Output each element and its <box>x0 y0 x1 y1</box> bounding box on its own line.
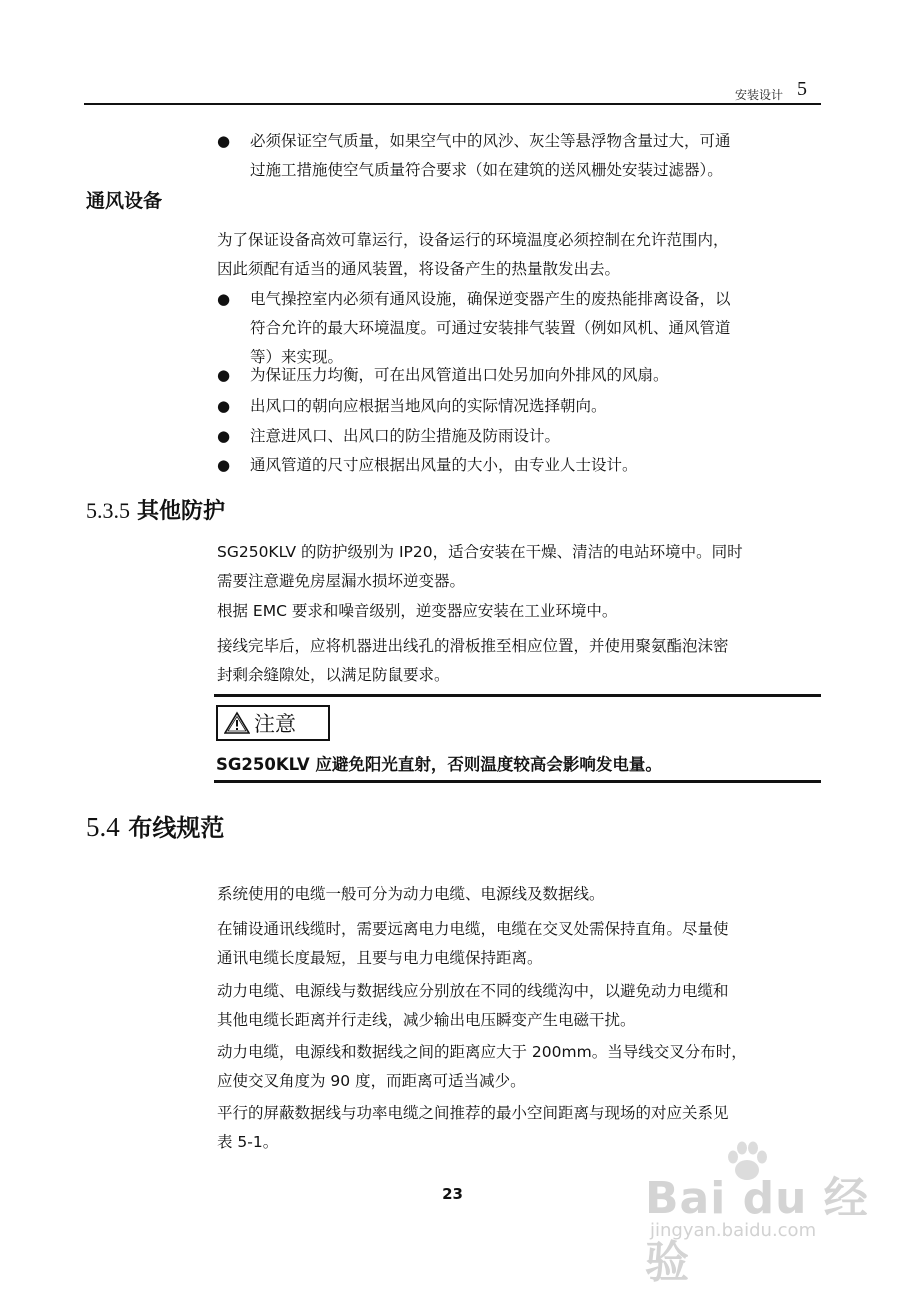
watermark-brand: Bai du 经验 <box>645 1173 869 1288</box>
watermark-url: jingyan.baidu.com <box>650 1220 817 1241</box>
list-item: 为保证压力均衡，可在出风管道出口处另加向外排风的风扇。 <box>250 366 669 384</box>
paragraph: 系统使用的电缆一般可分为动力电缆、电源线及数据线。 <box>217 885 605 903</box>
text-line: 必须保证空气质量，如果空气中的风沙、灰尘等悬浮物含量过大，可通 <box>250 132 731 150</box>
text-line: 通讯电缆长度最短，且要与电力电缆保持距离。 <box>217 949 543 967</box>
text-line: 封剩余缝隙处，以满足防鼠要求。 <box>217 666 450 684</box>
section-heading-ventilation: 通风设备 <box>86 190 163 212</box>
bullet-icon: ● <box>217 132 231 150</box>
text-line: 其他电缆长距离并行走线，减少输出电压瞬变产生电磁干扰。 <box>217 1011 636 1029</box>
section-title: 布线规范 <box>128 814 225 842</box>
section-number: 5.3.5 <box>86 498 130 523</box>
list-item <box>250 285 731 372</box>
bullet-icon: ● <box>217 456 231 474</box>
text-line: 需要注意避免房屋漏水损坏逆变器。 <box>217 572 466 590</box>
bullet-icon: ● <box>217 397 231 415</box>
text-line: 因此须配有适当的通风装置，将设备产生的热量散发出去。 <box>217 260 621 278</box>
paragraph <box>217 915 729 973</box>
text-line: 表 5-1。 <box>217 1133 279 1151</box>
paragraph <box>217 1038 747 1096</box>
text-line: 为了保证设备高效可靠运行，设备运行的环境温度必须控制在允许范围内， <box>217 231 729 249</box>
header-section-title: 安装设计 <box>734 88 783 102</box>
header-chapter-number: 5 <box>797 78 807 100</box>
list-item: 出风口的朝向应根据当地风向的实际情况选择朝向。 <box>250 397 607 415</box>
paragraph: 根据 EMC 要求和噪音级别，逆变器应安装在工业环境中。 <box>217 602 618 620</box>
section-number: 5.4 <box>86 812 120 842</box>
bullet-icon: ● <box>217 427 231 445</box>
text-line: 在铺设通讯线缆时，需要远离电力电缆，电缆在交叉处需保持直角。尽量使 <box>217 920 729 938</box>
text-line: 平行的屏蔽数据线与功率电缆之间推荐的最小空间距离与现场的对应关系见 <box>217 1104 729 1122</box>
notice-top-rule <box>214 694 821 697</box>
text-line: 接线完毕后，应将机器进出线孔的滑板推至相应位置，并使用聚氨酯泡沫密 <box>217 637 729 655</box>
list-item: 通风管道的尺寸应根据出风量的大小，由专业人士设计。 <box>250 456 638 474</box>
text-line: 等）来实现。 <box>250 348 344 366</box>
header-divider <box>84 103 821 105</box>
notice-text: SG250KLV 应避免阳光直射，否则温度较高会影响发电量。 <box>216 755 662 774</box>
paragraph <box>217 538 743 596</box>
watermark <box>645 1140 875 1288</box>
text-line: 动力电缆，电源线和数据线之间的距离应大于 200mm。当导线交叉分布时， <box>217 1043 747 1061</box>
paragraph <box>217 632 729 690</box>
text-line: 应使交叉角度为 90 度，而距离可适当减少。 <box>217 1072 526 1090</box>
section-heading-5-3-5 <box>86 494 225 525</box>
section-heading-5-4 <box>86 808 224 843</box>
page-number: 23 <box>442 1185 463 1203</box>
warning-icon <box>224 711 250 735</box>
notice-bottom-rule <box>214 780 821 783</box>
text-line: 动力电缆、电源线与数据线应分别放在不同的线缆沟中，以避免动力电缆和 <box>217 982 729 1000</box>
bullet-icon: ● <box>217 366 231 384</box>
text-line: 过施工措施使空气质量符合要求（如在建筑的送风栅处安装过滤器）。 <box>250 161 723 179</box>
bullet-icon: ● <box>217 290 231 308</box>
notice-badge <box>216 705 330 741</box>
paragraph <box>217 977 729 1035</box>
text-line: SG250KLV 的防护级别为 IP20，适合安装在干燥、清洁的电站环境中。同时 <box>217 543 743 561</box>
list-item <box>250 127 731 185</box>
list-item: 注意进风口、出风口的防尘措施及防雨设计。 <box>250 427 561 445</box>
text-line: 电气操控室内必须有通风设施，确保逆变器产生的废热能排离设备，以 <box>250 290 731 308</box>
notice-label: 注意 <box>254 712 296 736</box>
text-line: 符合允许的最大环境温度。可通过安装排气装置（例如风机、通风管道 <box>250 319 731 337</box>
paragraph <box>217 226 729 284</box>
section-title: 其他防护 <box>137 499 226 524</box>
